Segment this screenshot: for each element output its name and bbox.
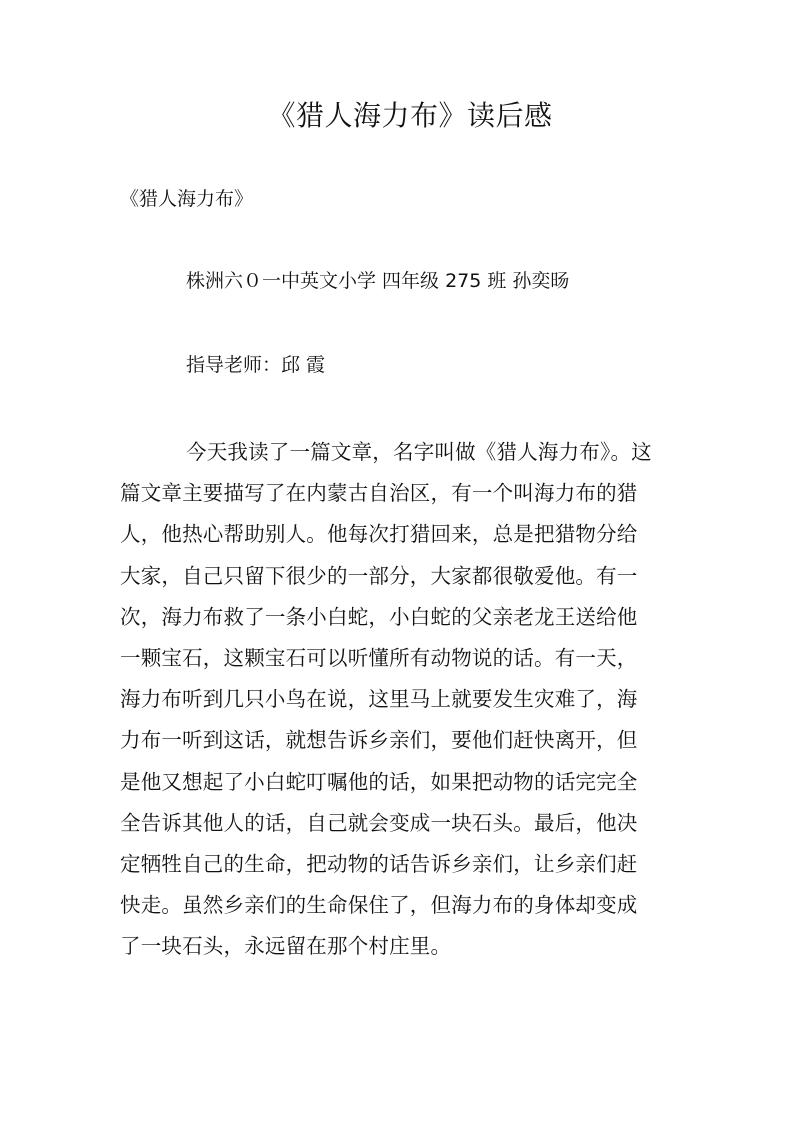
body-line: 篇文章主要描写了在内蒙古自治区，有一个叫海力布的猎 [120,481,638,506]
body-paragraph [120,432,680,968]
article-subtitle: 《猎人海力布》 [120,188,254,210]
body-line: 今天我读了一篇文章，名字叫做《猎人海力布》。这 [186,440,652,464]
document-title: 《猎人海力布》读后感 [267,99,553,132]
body-line: 大家，自己只留下很少的一部分，大家都很敬爱他。有一 [120,563,638,588]
body-line: 是他又想起了小白蛇叮嘱他的话，如果把动物的话完完全 [120,769,638,794]
body-line: 了一块石头，永远留在那个村庄里。 [120,934,452,959]
teacher-line: 指导老师：邱 霞 [186,354,326,376]
body-line: 全告诉其他人的话，自己就会变成一块石头。最后，他决 [120,810,638,835]
body-line: 人，他热心帮助别人。他每次打猎回来，总是把猎物分给 [120,522,638,547]
body-line: 定牺牲自己的生命，把动物的话告诉乡亲们，让乡亲们赶 [120,852,638,877]
body-line: 一颗宝石，这颗宝石可以听懂所有动物说的话。有一天， [120,646,638,671]
body-line: 次，海力布救了一条小白蛇，小白蛇的父亲老龙王送给他 [120,604,638,629]
author-line: 株洲六０一中英文小学 四年级 275 班 孙奕旸 [186,270,570,292]
body-line: 快走。虽然乡亲们的生命保住了，但海力布的身体却变成 [120,893,638,918]
body-line: 海力布听到几只小鸟在说，这里马上就要发生灾难了，海 [120,687,638,712]
body-line: 力布一听到这话，就想告诉乡亲们，要他们赶快离开，但 [120,728,638,753]
